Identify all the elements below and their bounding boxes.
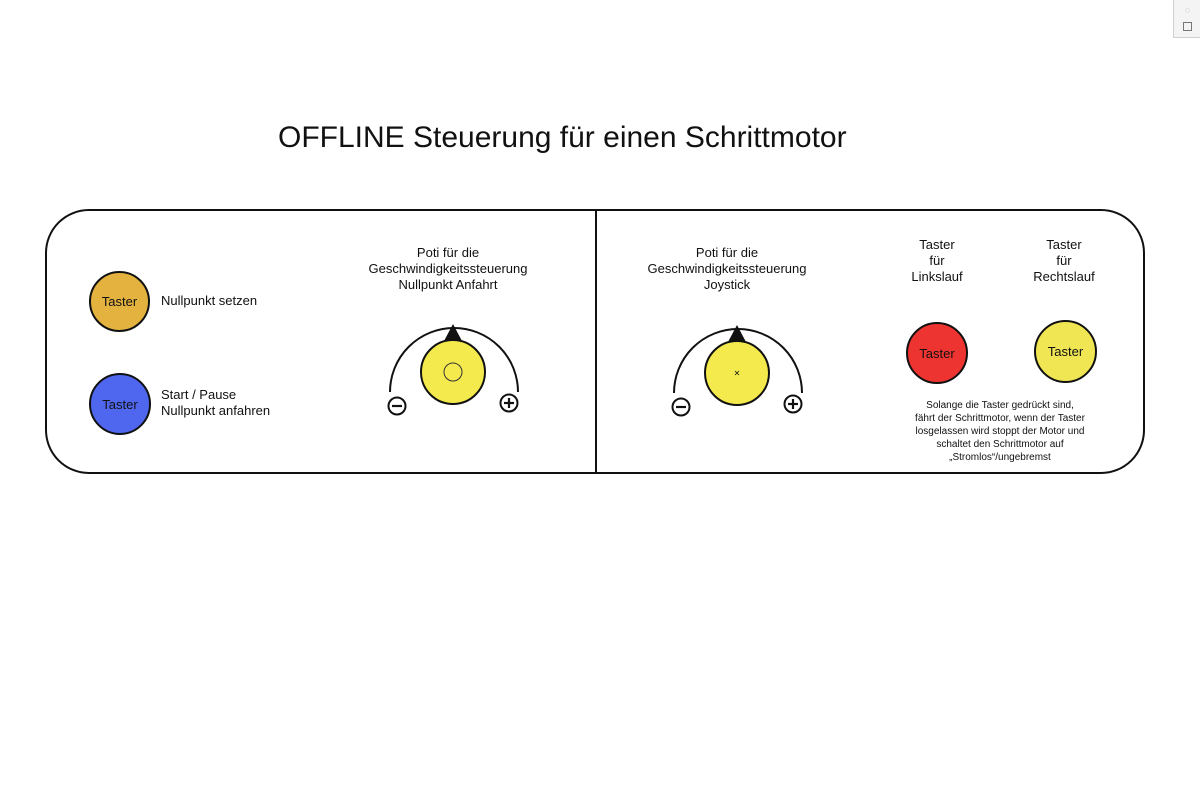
right-run-caption-line3: Rechtslauf (1033, 269, 1095, 284)
left-run-button-label: Taster (919, 345, 955, 361)
poti-left-pointer (444, 324, 462, 341)
zero-set-button[interactable] (89, 271, 150, 332)
left-run-button[interactable] (906, 322, 968, 384)
left-run-caption-line1: Taster (919, 237, 955, 252)
eye-icon[interactable]: ◌ (1184, 5, 1191, 15)
poti-left-caption-line3: Nullpunkt Anfahrt (398, 277, 498, 292)
zero-set-text: Nullpunkt setzen (161, 293, 258, 308)
run-note-line2: fährt der Schrittmotor, wenn der Taster (915, 413, 1085, 424)
left-run-caption-line3: Linkslauf (911, 269, 963, 284)
run-note-line1: Solange die Taster gedrückt sind, (926, 400, 1074, 411)
page-title: OFFLINE Steuerung für einen Schrittmotor (278, 121, 847, 154)
poti-right-caption-line1: Poti für die (695, 245, 759, 260)
start-pause-button[interactable] (89, 373, 151, 435)
start-pause-text-line2: Nullpunkt anfahren (161, 403, 271, 418)
poti-left-knob[interactable] (421, 340, 485, 404)
square-icon[interactable] (1183, 22, 1192, 31)
left-run-caption (887, 237, 987, 285)
run-note-line5: „Stromlos“/ungebremst (949, 452, 1051, 463)
right-run-button[interactable] (1034, 320, 1097, 383)
poti-right-caption-line2: Geschwindigkeitssteuerung (647, 261, 807, 276)
poti-left-caption-line1: Poti für die (416, 245, 480, 260)
poti-left-caption (348, 245, 548, 293)
poti-right[interactable] (664, 301, 814, 423)
poti-left-caption-line2: Geschwindigkeitssteuerung (368, 261, 528, 276)
run-note-line4: schaltet den Schrittmotor auf (936, 439, 1064, 450)
right-run-caption-line2: für (1056, 253, 1072, 268)
right-run-caption-line1: Taster (1046, 237, 1082, 252)
poti-right-caption-line3: Joystick (703, 277, 751, 292)
zero-set-button-label: Taster (101, 294, 138, 309)
panel-divider (595, 210, 597, 474)
left-run-caption-line2: für (929, 253, 945, 268)
right-run-caption (1014, 237, 1114, 285)
poti-right-caption (627, 245, 827, 293)
poti-left[interactable] (380, 300, 530, 422)
right-run-button-label: Taster (1047, 344, 1084, 359)
start-pause-text-line1: Start / Pause (161, 387, 237, 402)
run-note (905, 399, 1095, 464)
start-pause-text (161, 387, 270, 419)
poti-right-pointer (728, 325, 746, 342)
start-pause-button-label: Taster (102, 396, 138, 412)
run-note-line3: losgelassen wird stoppt der Motor und (915, 426, 1085, 437)
mini-toolbar (1173, 0, 1200, 38)
